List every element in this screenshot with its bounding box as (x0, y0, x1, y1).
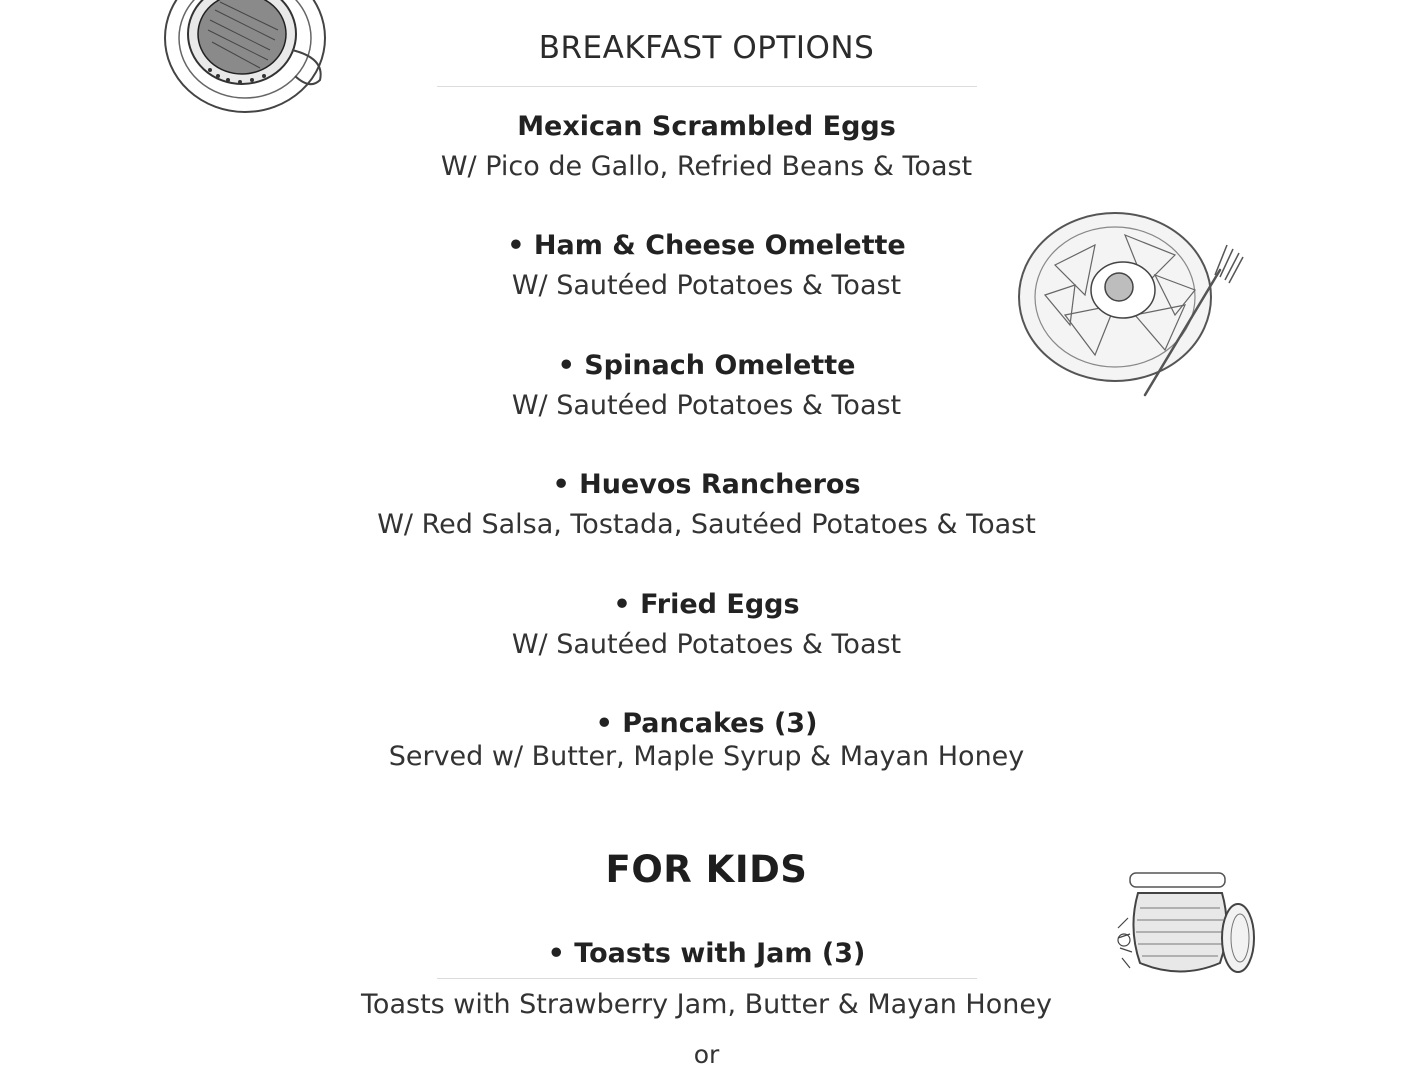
menu-item-name: • Ham & Cheese Omelette (507, 230, 906, 261)
kids-section-title: FOR KIDS (605, 848, 808, 891)
breakfast-section-title: BREAKFAST OPTIONS (538, 30, 875, 66)
menu-item-name: • Pancakes (3) (595, 708, 818, 739)
menu-item-name: • Toasts with Jam (3) (547, 938, 866, 969)
menu-item-name: Mexican Scrambled Eggs (517, 111, 896, 142)
menu-item-desc: Toasts with Strawberry Jam, Butter & Mayan Honey (361, 989, 1052, 1020)
menu-item-desc: W/ Sautéed Potatoes & Toast (511, 629, 902, 660)
menu-item-desc: W/ Red Salsa, Tostada, Sautéed Potatoes & Toast (377, 509, 1036, 540)
menu-item-desc: W/ Pico de Gallo, Refried Beans & Toast (440, 151, 973, 182)
kids-item-divider (437, 978, 977, 979)
or-separator: or (693, 1040, 720, 1069)
menu-item-name: • Huevos Rancheros (552, 469, 861, 500)
menu-item-desc: W/ Sautéed Potatoes & Toast (511, 390, 902, 421)
menu-item-name: • Fried Eggs (613, 589, 800, 620)
menu-item-name: • Spinach Omelette (557, 350, 856, 381)
title-divider (437, 86, 977, 87)
menu-item-desc: Served w/ Butter, Maple Syrup & Mayan Honey (388, 741, 1025, 772)
menu-item-desc: W/ Sautéed Potatoes & Toast (511, 270, 902, 301)
